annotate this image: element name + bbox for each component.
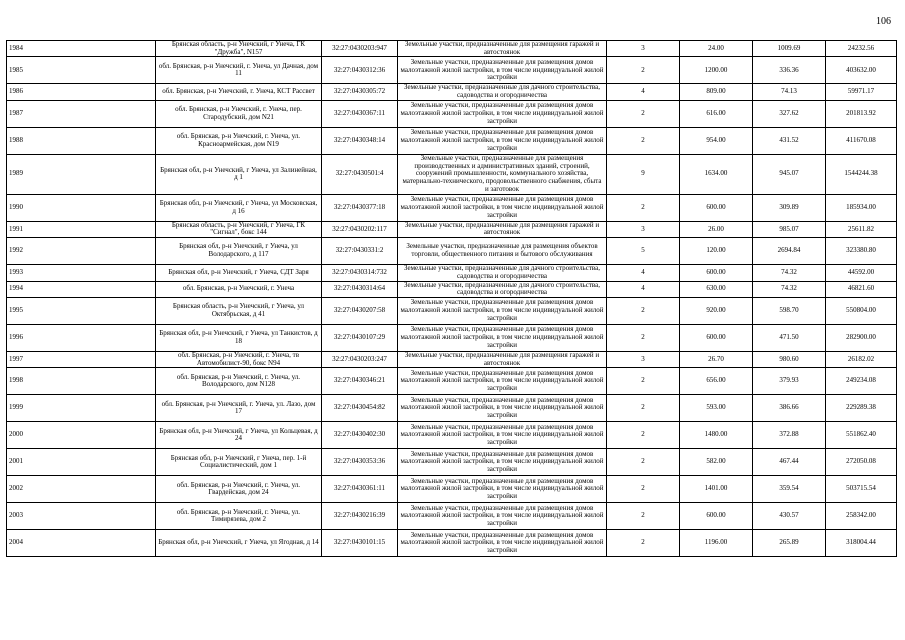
address-cell: обл. Брянская, р-н Унечский, г. Унеча, ул. Тимирязева, дом 2 [156,503,322,530]
specific-value-cell: 74.32 [753,281,826,297]
address-cell: обл. Брянская, р-н Унечский, г. Унеча, пер. Стародубский, дом N21 [156,100,322,127]
specific-value-cell: 386.66 [753,395,826,422]
group-cell: 2 [607,368,680,395]
table-row [7,221,897,237]
specific-value-cell: 945.07 [753,154,826,194]
cadastral-number-cell: 32:27:0430314:64 [322,281,398,297]
table-row [7,395,897,422]
specific-value-cell: 327.62 [753,100,826,127]
cadastral-number-cell: 32:27:0430101:15 [322,530,398,557]
cadastral-value-cell: 258342.00 [826,503,897,530]
specific-value-cell: 598.70 [753,297,826,324]
cadastral-number-cell: 32:27:0430314:732 [322,265,398,281]
land-use-cell: Земельные участки, предназначенные для размещения домов малоэтажной жилой застройки, в том числе индивидуальной жилой застройки [398,449,607,476]
land-use-cell: Земельные участки, предназначенные для размещения производственных и административных зданий, строений, сооружений промышленности, коммунального хозяйства, материально-технического, продовольственного снабжения, сбыта и заготовок [398,154,607,194]
land-use-cell: Земельные участки, предназначенные для дачного строительства, садоводства и огородничества [398,281,607,297]
cadastral-value-cell: 411670.08 [826,127,897,154]
group-cell: 2 [607,127,680,154]
cadastral-number-cell: 32:27:0430312:36 [322,57,398,84]
row-number: 1999 [7,395,156,422]
table-row [7,127,897,154]
address-cell: обл. Брянская, р-н Унечский, г. Унеча, ул. Лазо, дом 17 [156,395,322,422]
land-use-cell: Земельные участки, предназначенные для размещения гаражей и автостоянок [398,221,607,237]
specific-value-cell: 372.88 [753,422,826,449]
cadastral-number-cell: 32:27:0430216:39 [322,503,398,530]
cadastral-number-cell: 32:27:0430367:11 [322,100,398,127]
land-use-cell: Земельные участки, предназначенные для размещения домов малоэтажной жилой застройки, в том числе индивидуальной жилой застройки [398,530,607,557]
row-number: 1996 [7,324,156,351]
cadastral-number-cell: 32:27:0430377:18 [322,194,398,221]
cadastral-value-cell: 323380.80 [826,238,897,265]
row-number: 2002 [7,476,156,503]
specific-value-cell: 265.89 [753,530,826,557]
table-row [7,265,897,281]
row-number: 2003 [7,503,156,530]
address-cell: Брянская обл, р-н Унечский, г Унеча, ул Московская, д 16 [156,194,322,221]
group-cell: 2 [607,324,680,351]
cadastral-number-cell: 32:27:0430501:4 [322,154,398,194]
group-cell: 2 [607,297,680,324]
area-cell: 1480.00 [680,422,753,449]
area-cell: 600.00 [680,324,753,351]
area-cell: 656.00 [680,368,753,395]
area-cell: 26.00 [680,221,753,237]
group-cell: 2 [607,449,680,476]
cadastral-value-cell: 201813.92 [826,100,897,127]
table-row [7,84,897,100]
address-cell: Брянская обл, р-н Унечский, г Унеча, ул Кольцевая, д 24 [156,422,322,449]
cadastral-value-table [6,40,897,557]
land-use-cell: Земельные участки, предназначенные для размещения домов малоэтажной жилой застройки, в том числе индивидуальной жилой застройки [398,422,607,449]
group-cell: 5 [607,238,680,265]
group-cell: 3 [607,41,680,57]
cadastral-number-cell: 32:27:0430346:21 [322,368,398,395]
table-row [7,476,897,503]
area-cell: 593.00 [680,395,753,422]
table-row [7,324,897,351]
table-row [7,281,897,297]
area-cell: 809.00 [680,84,753,100]
address-cell: Брянская обл, р-н Унечский, г Унеча, пер. 1-й Социалистический, дом 1 [156,449,322,476]
cadastral-number-cell: 32:27:0430361:11 [322,476,398,503]
group-cell: 4 [607,265,680,281]
land-use-cell: Земельные участки, предназначенные для размещения гаражей и автостоянок [398,351,607,367]
cadastral-value-cell: 551862.40 [826,422,897,449]
land-use-cell: Земельные участки, предназначенные для размещения домов малоэтажной жилой застройки, в том числе индивидуальной жилой застройки [398,100,607,127]
specific-value-cell: 467.44 [753,449,826,476]
area-cell: 1200.00 [680,57,753,84]
cadastral-number-cell: 32:27:0430353:36 [322,449,398,476]
table-row [7,351,897,367]
address-cell: обл. Брянская, р-н Унечский, г. Унеча, тв Автомобилист-90, бокс N94 [156,351,322,367]
cadastral-value-cell: 26182.02 [826,351,897,367]
table-row [7,194,897,221]
land-use-cell: Земельные участки, предназначенные для размещения домов малоэтажной жилой застройки, в том числе индивидуальной жилой застройки [398,127,607,154]
area-cell: 26.70 [680,351,753,367]
cadastral-value-cell: 550804.00 [826,297,897,324]
cadastral-number-cell: 32:27:0430202:117 [322,221,398,237]
cadastral-value-cell: 403632.00 [826,57,897,84]
cadastral-number-cell: 32:27:0430203:947 [322,41,398,57]
specific-value-cell: 74.32 [753,265,826,281]
group-cell: 4 [607,84,680,100]
row-number: 1988 [7,127,156,154]
cadastral-number-cell: 32:27:0430203:247 [322,351,398,367]
address-cell: обл. Брянская, р-н Унечский, г. Унеча, КСТ Рассвет [156,84,322,100]
page-number: 106 [876,16,891,27]
group-cell: 2 [607,530,680,557]
land-use-cell: Земельные участки, предназначенные для размещения домов малоэтажной жилой застройки, в том числе индивидуальной жилой застройки [398,297,607,324]
cadastral-value-cell: 282900.00 [826,324,897,351]
table-row [7,100,897,127]
cadastral-value-cell: 59971.17 [826,84,897,100]
table-body [7,41,897,557]
cadastral-value-cell: 249234.08 [826,368,897,395]
row-number: 1987 [7,100,156,127]
table-row [7,530,897,557]
specific-value-cell: 379.93 [753,368,826,395]
group-cell: 2 [607,503,680,530]
group-cell: 2 [607,57,680,84]
address-cell: Брянская область, р-н Унечский, г Унеча, ГК "Дружба", N157 [156,41,322,57]
area-cell: 24.00 [680,41,753,57]
row-number: 1993 [7,265,156,281]
cadastral-number-cell: 32:27:0430331:2 [322,238,398,265]
row-number: 1984 [7,41,156,57]
specific-value-cell: 431.52 [753,127,826,154]
land-use-cell: Земельные участки, предназначенные для размещения домов малоэтажной жилой застройки, в том числе индивидуальной жилой застройки [398,503,607,530]
table-row [7,422,897,449]
group-cell: 2 [607,395,680,422]
table-row [7,41,897,57]
row-number: 1986 [7,84,156,100]
land-use-cell: Земельные участки, предназначенные для размещения гаражей и автостоянок [398,41,607,57]
cadastral-value-cell: 24232.56 [826,41,897,57]
area-cell: 1196.00 [680,530,753,557]
address-cell: обл. Брянская, р-н Унечский, г. Унеча [156,281,322,297]
table-row [7,503,897,530]
cadastral-number-cell: 32:27:0430305:72 [322,84,398,100]
land-use-cell: Земельные участки, предназначенные для размещения домов малоэтажной жилой застройки, в том числе индивидуальной жилой застройки [398,57,607,84]
land-use-cell: Земельные участки, предназначенные для размещения домов малоэтажной жилой застройки, в том числе индивидуальной жилой застройки [398,476,607,503]
land-use-cell: Земельные участки, предназначенные для дачного строительства, садоводства и огородничества [398,265,607,281]
land-use-cell: Земельные участки, предназначенные для дачного строительства, садоводства и огородничества [398,84,607,100]
row-number: 2000 [7,422,156,449]
address-cell: Брянская обл, р-н Унечский, г Унеча, ул Володарского, д 117 [156,238,322,265]
specific-value-cell: 359.54 [753,476,826,503]
group-cell: 3 [607,351,680,367]
specific-value-cell: 985.07 [753,221,826,237]
area-cell: 600.00 [680,265,753,281]
table-row [7,57,897,84]
specific-value-cell: 1009.69 [753,41,826,57]
cadastral-value-cell: 46821.60 [826,281,897,297]
cadastral-number-cell: 32:27:0430207:58 [322,297,398,324]
cadastral-value-cell: 25611.82 [826,221,897,237]
cadastral-value-cell: 229289.38 [826,395,897,422]
cadastral-number-cell: 32:27:0430402:30 [322,422,398,449]
row-number: 1991 [7,221,156,237]
group-cell: 9 [607,154,680,194]
cadastral-value-cell: 185934.00 [826,194,897,221]
address-cell: Брянская обл, р-н Унечский, г Унеча, ул Залинейная, д 1 [156,154,322,194]
specific-value-cell: 2694.84 [753,238,826,265]
table-row [7,449,897,476]
cadastral-number-cell: 32:27:0430454:82 [322,395,398,422]
table-row [7,154,897,194]
specific-value-cell: 471.50 [753,324,826,351]
cadastral-number-cell: 32:27:0430348:14 [322,127,398,154]
group-cell: 3 [607,221,680,237]
group-cell: 2 [607,422,680,449]
cadastral-value-cell: 272050.08 [826,449,897,476]
row-number: 1998 [7,368,156,395]
row-number: 1995 [7,297,156,324]
table-row [7,297,897,324]
address-cell: обл. Брянская, р-н Унечский, г. Унеча, ул. Красноармейская, дом N19 [156,127,322,154]
specific-value-cell: 74.13 [753,84,826,100]
area-cell: 600.00 [680,503,753,530]
group-cell: 2 [607,476,680,503]
specific-value-cell: 430.57 [753,503,826,530]
row-number: 1997 [7,351,156,367]
row-number: 1990 [7,194,156,221]
area-cell: 920.00 [680,297,753,324]
area-cell: 120.00 [680,238,753,265]
area-cell: 1634.00 [680,154,753,194]
area-cell: 1401.00 [680,476,753,503]
area-cell: 630.00 [680,281,753,297]
table-row [7,368,897,395]
land-use-cell: Земельные участки, предназначенные для размещения объектов торговли, общественного питания и бытового обслуживания [398,238,607,265]
land-use-cell: Земельные участки, предназначенные для размещения домов малоэтажной жилой застройки, в том числе индивидуальной жилой застройки [398,194,607,221]
cadastral-number-cell: 32:27:0430107:29 [322,324,398,351]
table-row [7,238,897,265]
cadastral-value-cell: 1544244.38 [826,154,897,194]
group-cell: 2 [607,194,680,221]
area-cell: 600.00 [680,194,753,221]
address-cell: Брянская обл, р-н Унечский, г Унеча, СДТ Заря [156,265,322,281]
address-cell: Брянская область, р-н Унечский, г Унеча, ул Октябрьская, д 41 [156,297,322,324]
area-cell: 582.00 [680,449,753,476]
address-cell: обл. Брянская, р-н Унечский, г. Унеча, ул Дачная, дом 11 [156,57,322,84]
address-cell: Брянская область, р-н Унечский, г Унеча, ГК "Сигнал", бокс 144 [156,221,322,237]
cadastral-value-cell: 318004.44 [826,530,897,557]
row-number: 1992 [7,238,156,265]
address-cell: обл. Брянская, р-н Унечский, г. Унеча, ул. Гвардейская, дом 24 [156,476,322,503]
specific-value-cell: 309.89 [753,194,826,221]
group-cell: 4 [607,281,680,297]
land-use-cell: Земельные участки, предназначенные для размещения домов малоэтажной жилой застройки, в том числе индивидуальной жилой застройки [398,395,607,422]
row-number: 2004 [7,530,156,557]
row-number: 1985 [7,57,156,84]
address-cell: Брянская обл, р-н Унечский, г Унеча, ул Ягодная, д 14 [156,530,322,557]
area-cell: 616.00 [680,100,753,127]
cadastral-value-cell: 503715.54 [826,476,897,503]
cadastral-value-cell: 44592.00 [826,265,897,281]
address-cell: Брянская обл, р-н Унечский, г Унеча, ул Танкистов, д 18 [156,324,322,351]
group-cell: 2 [607,100,680,127]
specific-value-cell: 980.60 [753,351,826,367]
land-use-cell: Земельные участки, предназначенные для размещения домов малоэтажной жилой застройки, в том числе индивидуальной жилой застройки [398,368,607,395]
specific-value-cell: 336.36 [753,57,826,84]
land-use-cell: Земельные участки, предназначенные для размещения домов малоэтажной жилой застройки, в том числе индивидуальной жилой застройки [398,324,607,351]
area-cell: 954.00 [680,127,753,154]
row-number: 1994 [7,281,156,297]
row-number: 2001 [7,449,156,476]
address-cell: обл. Брянская, р-н Унечский, г. Унеча, ул. Володарского, дом N128 [156,368,322,395]
row-number: 1989 [7,154,156,194]
